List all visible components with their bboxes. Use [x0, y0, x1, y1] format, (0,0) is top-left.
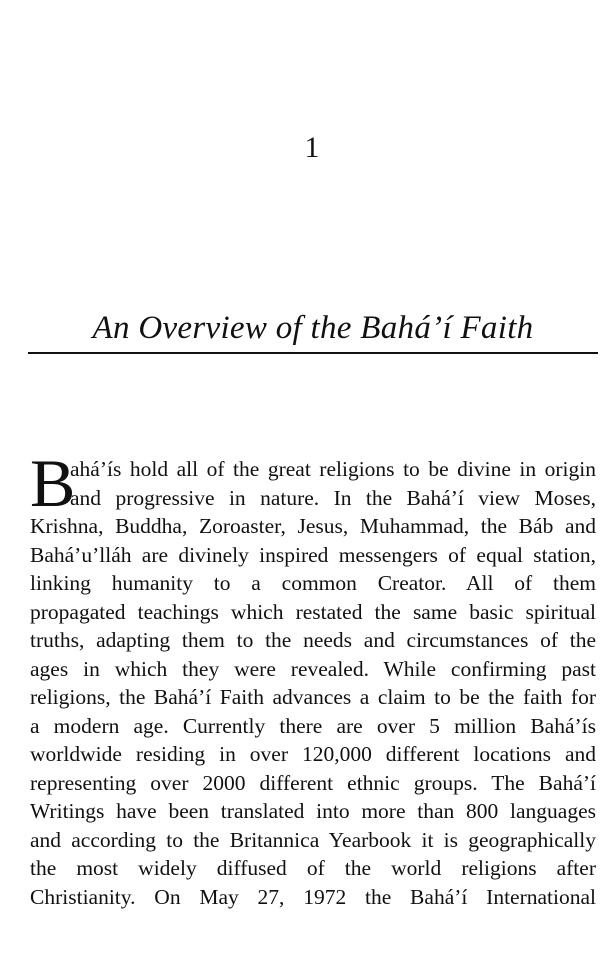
paragraph-line: Krishna, Buddha, Zoroaster, Jesus, Muhammad, the Báb and	[30, 514, 596, 538]
paragraph-line: and according to the Britannica Yearbook it is geographically	[30, 827, 596, 852]
chapter-number: 1	[304, 131, 320, 164]
paragraph-line: and progressive in nature. In the Bahá’í view Moses,	[70, 485, 596, 510]
paragraph-line: worldwide residing in over 120,000 different locations and	[30, 742, 596, 766]
paragraph-line: Christianity. On May 27, 1972 the Bahá’í International	[30, 884, 596, 909]
chapter-title: An Overview of the Bahá’í Faith	[92, 310, 534, 346]
paragraph-line: ahá’ís hold all of the great religions to be divine in origin	[70, 457, 596, 481]
paragraph-line: a modern age. Currently there are over 5 million Bahá’ís	[30, 713, 596, 738]
body-paragraph	[30, 445, 596, 911]
paragraph-line: the most widely diffused of the world religions after	[30, 856, 596, 880]
paragraph-line: linking humanity to a common Creator. All of them	[30, 571, 596, 595]
title-underline-rule	[28, 352, 598, 354]
paragraph-line: truths, adapting them to the needs and circumstances of the	[30, 628, 596, 652]
paragraph-line: representing over 2000 different ethnic groups. The Bahá’í	[30, 770, 596, 795]
paragraph-line: Writings have been translated into more than 800 languages	[30, 799, 596, 823]
paragraph-line: ages in which they were revealed. While confirming past	[30, 656, 596, 681]
paragraph-line: propagated teachings which restated the same basic spiritual	[30, 599, 596, 624]
drop-cap: B	[30, 445, 76, 521]
paragraph-line: Bahá’u’lláh are divinely inspired messengers of equal station,	[30, 542, 596, 567]
paragraph-line: religions, the Bahá’í Faith advances a claim to be the faith for	[30, 685, 596, 709]
